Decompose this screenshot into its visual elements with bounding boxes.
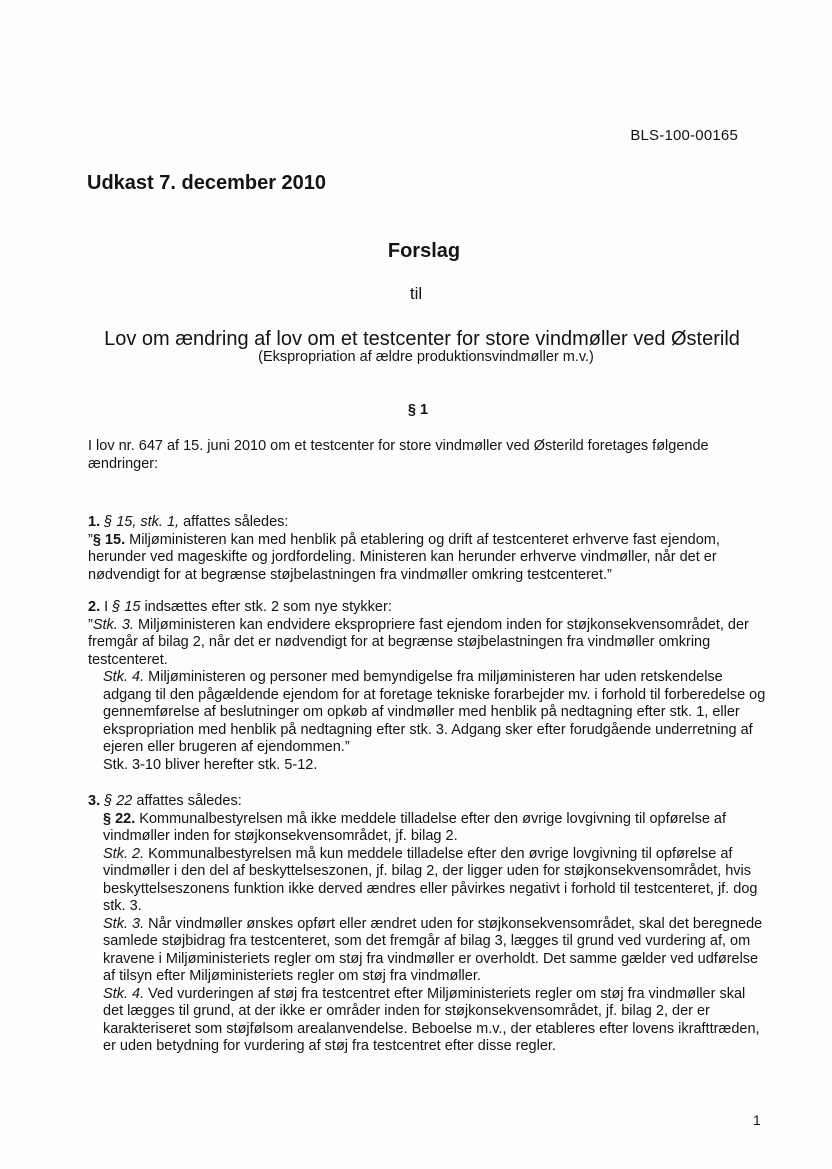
stk-label: Stk. 3. <box>92 616 134 633</box>
draft-date: Udkast 7. december 2010 <box>87 172 327 194</box>
amendment-2 <box>88 599 768 774</box>
proposal-heading: Forslag <box>387 240 461 262</box>
proposal-til: til <box>409 284 423 303</box>
section-heading: § 1 <box>407 402 429 418</box>
amendment-ref: § 15 <box>112 599 141 615</box>
stk-label: Stk. 3. <box>103 915 145 932</box>
amendment-number: 3. <box>88 793 101 809</box>
amendment-ref: § 15, stk. 1, <box>104 514 180 530</box>
stk-4-text: Stk. 4. Ved vurderingen af støj fra testcentret efter Miljøministeriets regler om støj fra vindmøller skal det lægges til grund, at der ikke er områder inden for støjkonsekvensområdet, jf. bilag 2, der er karakteriseret som støjfølsom arealanvendelse. Beboelse m.v., der etableres efter lovens ikrafttræden, er uden betydning for vurdering af støj fra testcentret efter disse regler. <box>103 985 760 1054</box>
amendment-ref: § 22 <box>104 793 133 809</box>
renumber-note: Stk. 3-10 bliver herefter stk. 5-12. <box>103 756 318 773</box>
section-intro: I lov nr. 647 af 15. juni 2010 om et testcenter for store vindmøller ved Østerild foretages følgende ændringer: <box>88 438 709 472</box>
amendment-2-heading: 2. I § 15 indsættes efter stk. 2 som nye stykker: <box>88 599 392 615</box>
stk-3-text: ”Stk. 3. Miljøministeren kan endvidere ekspropriere fast ejendom inden for støjkonsekvensområdet, der fremgår af bilag 2, når det er nødvendigt for at begrænse støjbelastningen fra vindmøller omkring testcenteret. <box>88 616 749 668</box>
stk-label: Stk. 4. <box>103 669 145 685</box>
amendment-action: affattes således: <box>179 514 289 530</box>
stk-label: Stk. 2. <box>103 845 145 862</box>
amendment-1-heading <box>88 514 768 532</box>
amendment-3-heading <box>88 793 768 811</box>
amendment-3 <box>88 793 768 1056</box>
paragraph-ref: § 15. <box>92 531 126 548</box>
amendment-number: 1. <box>88 514 101 530</box>
paragraph-22-text: § 22. Kommunalbestyrelsen må ikke meddele tilladelse efter den øvrige lovgivning til opførelse af vindmøller inden for støjkonsekvensområdet, jf. bilag 2. <box>103 810 727 844</box>
law-title: Lov om ændring af lov om et testcenter for store vindmøller ved Østerild <box>104 328 740 350</box>
amendment-1 <box>88 514 768 584</box>
stk-label: Stk. 4. <box>103 985 145 1002</box>
amendment-action: affattes således: <box>132 793 242 809</box>
stk-4-text: Stk. 4. Miljøministeren og personer med bemyndigelse fra miljøministeren har uden retskendelse adgang til den pågældende ejendom for at foretage tekniske forarbejder mv. i forhold til forberedelse og gennemførelse af beslutninger om opkøb af vindmøller med henblik på nedtagning efter stk. 1, eller ekspropriation med henblik på nedtagning efter stk. 3. Adgang sker efter forudgående underretning af ejeren eller brugeren af ejendommen.” <box>103 669 766 755</box>
amendment-1-text: ”§ 15. Miljøministeren kan med henblik på etablering og drift af testcenteret erhverve fast ejendom, herunder ved mageskifte og jordfordeling. Ministeren kan herunder erhverve vindmøller, når det er nødvendigt for at begrænse støjbelastningen fra vindmøller omkring testcenteret.” <box>88 531 720 583</box>
stk-2-text: Stk. 2. Kommunalbestyrelsen må kun meddele tilladelse efter den øvrige lovgivning til opførelse af vindmøller i den del af beskyttelseszonen, jf. bilag 2, der ligger uden for støjkonsekvensområdet, hvis beskyttelseszonens funktion ikke derved ændres eller påvirkes negativt i forhold til testcenteret, jf. dog stk. 3. <box>103 845 758 914</box>
law-subtitle: (Ekspropriation af ældre produktionsvindmøller m.v.) <box>258 349 594 365</box>
paragraph-ref: § 22. <box>103 810 136 827</box>
page-number: 1 <box>753 1112 761 1128</box>
amendment-number: 2. <box>88 599 101 615</box>
amendment-action: indsættes efter stk. 2 som nye stykker: <box>140 599 392 615</box>
document-id: BLS-100-00165 <box>630 127 738 144</box>
stk-3-text: Stk. 3. Når vindmøller ønskes opført eller ændret uden for støjkonsekvensområdet, skal det beregnede samlede støjbidrag fra testcenteret, som det fremgår af bilag 3, lægges til grund ved vurdering af, om kravene i Miljøministeriets regler om støj fra vindmøller er overholdt. Det samme gælder ved udførelse af tilsyn efter Miljøministeriets regler om støj fra vindmøller. <box>103 915 763 984</box>
